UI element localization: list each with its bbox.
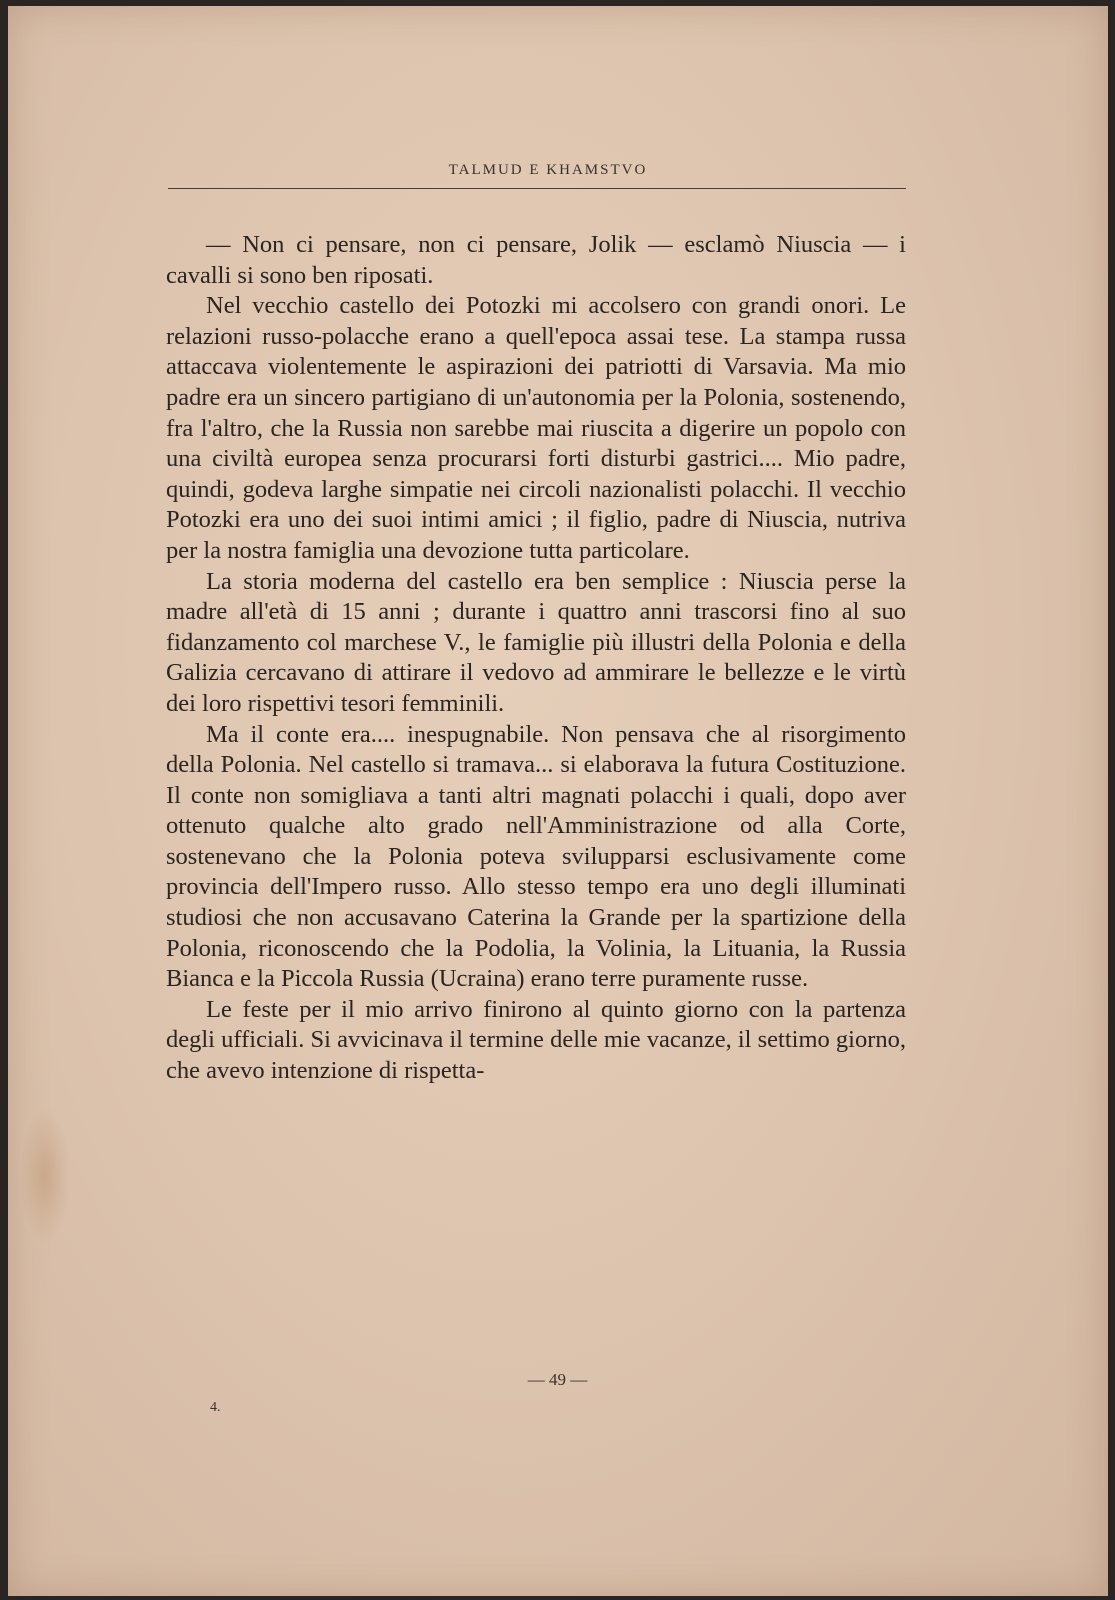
- paragraph: Ma il conte era.... inespugnabile. Non pensava che al risorgimento della Polonia. Nel castello si tramava... si elaborava la futura Costituzione. Il conte non somigliava a tanti altri magnati polacchi i quali, dopo aver ottenuto qualche alto grado nell'Amministrazione od alla Corte, sostenevano che la Polonia poteva svilupparsi esclusivamente come provincia dell'Impero russo. Allo stesso tempo era uno degli illuminati studiosi che non accusavano Caterina la Grande per la spartizione della Polonia, riconoscendo che la Podolia, la Volinia, la Lituania, la Russia Bianca e la Piccola Russia (Ucraina) erano terre puramente russe.: [166, 720, 906, 993]
- paragraph: — Non ci pensare, non ci pensare, Jolik — esclamò Niuscia — i cavalli si sono ben riposati.: [166, 231, 906, 289]
- paper-stain: [20, 1106, 70, 1246]
- header-rule: [168, 188, 906, 189]
- paragraph: La storia moderna del castello era ben semplice : Niuscia perse la madre all'età di 15 anni ; durante i quattro anni trascorsi fino al suo fidanzamento col marchese V., le famiglie più illustri della Polonia e della Galizia cercavano di attirare il vedovo ad ammirare le bellezze e le virtù dei loro rispettivi tesori femminili.: [166, 567, 906, 717]
- body-text: [166, 230, 906, 1087]
- running-head: TALMUD E KHAMSTVO: [448, 162, 648, 178]
- signature-mark: 4.: [210, 1400, 221, 1415]
- paragraph: Le feste per il mio arrivo finirono al quinto giorno con la partenza degli ufficiali. Si avvicinava il termine delle mie vacanze, il settimo giorno, che avevo intenzione di rispetta-: [166, 995, 906, 1085]
- page-number: — 49 —: [527, 1370, 588, 1389]
- book-page: [8, 6, 1108, 1596]
- paragraph: Nel vecchio castello dei Potozki mi accolsero con grandi onori. Le relazioni russo-polacche erano a quell'epoca assai tese. La stampa russa attaccava violentemente le aspirazioni dei patriotti di Varsavia. Ma mio padre era un sincero partigiano di un'autonomia per la Polonia, sostenendo, fra l'altro, che la Russia non sarebbe mai riuscita a digerire un popolo con una civiltà europea senza procurarsi forti disturbi gastrici.... Mio padre, quindi, godeva larghe simpatie nei circoli nazionalisti polacchi. Il vecchio Potozki era uno dei suoi intimi amici ; il figlio, padre di Niuscia, nutriva per la nostra famiglia una devozione tutta particolare.: [166, 292, 906, 564]
